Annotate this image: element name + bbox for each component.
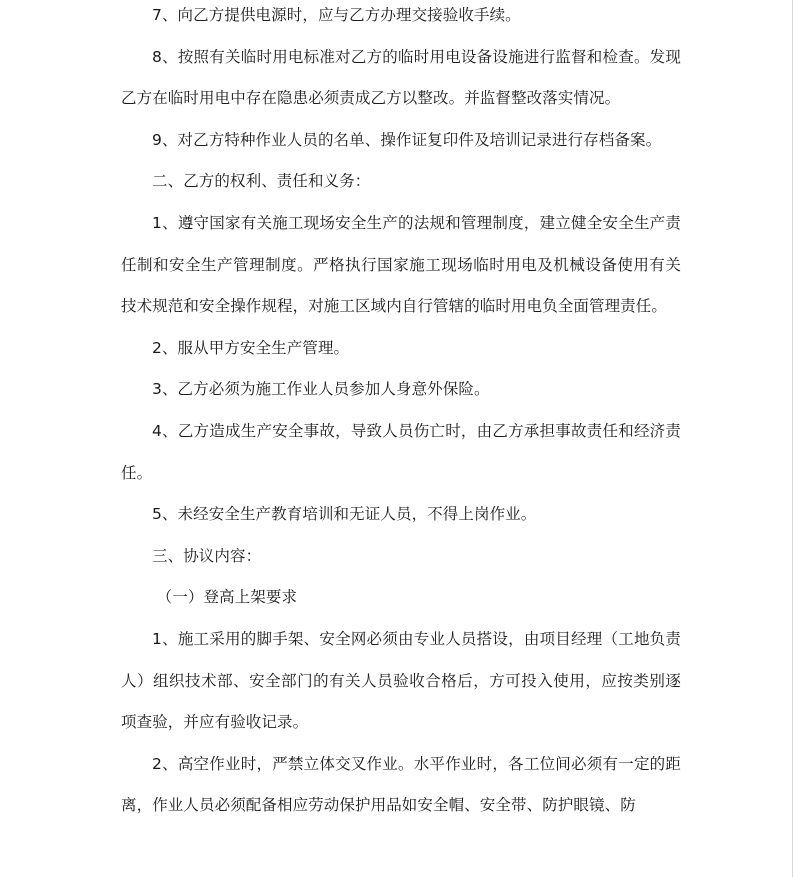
section-heading-party-b: 二、乙方的权利、责任和义务： [152, 172, 371, 191]
paragraph-c-2: 2、高空作业时，严禁立体交叉作业。水平作业时，各工位间必须有一定的距离，作业人员必须配备相应劳动保护用品如安全帽、安全带、防护眼镜、防 [121, 754, 681, 815]
paragraph-item-9: 9、对乙方特种作业人员的名单、操作证复印件及培训记录进行存档备案。 [152, 130, 662, 149]
subheading-climbing: （一）登高上架要求 [156, 588, 298, 607]
paragraph-c-1: 1、施工采用的脚手架、安全网必须由专业人员搭设，由项目经理（工地负责人）组织技术部、安全部门的有关人员验收合格后，方可投入使用，应按类别逐项查验，并应有验收记录。 [121, 629, 681, 732]
paragraph-b-4: 4、乙方造成生产安全事故，导致人员伤亡时，由乙方承担事故责任和经济责任。 [121, 421, 681, 482]
paragraph-b-1: 1、遵守国家有关施工现场安全生产的法规和管理制度，建立健全安全生产责任制和安全生产管理制度。严格执行国家施工现场临时用电及机械设备使用有关技术规范和安全操作规程，对施工区域内自行管辖的临时用电负全面管理责任。 [121, 213, 681, 316]
paragraph-item-7: 7、向乙方提供电源时，应与乙方办理交接验收手续。 [152, 6, 521, 24]
paragraph-b-5: 5、未经安全生产教育培训和无证人员，不得上岗作业。 [152, 505, 537, 524]
paragraph-b-2: 2、服从甲方安全生产管理。 [152, 338, 350, 357]
paragraph-b-3: 3、乙方必须为施工作业人员参加人身意外保险。 [152, 380, 490, 399]
document-body [121, 0, 681, 827]
section-heading-agreement: 三、协议内容： [152, 546, 262, 565]
paragraph-item-8: 8、按照有关临时用电标准对乙方的临时用电设备设施进行监督和检查。发现乙方在临时用电中存在隐患必须责成乙方以整改。并监督整改落实情况。 [121, 47, 681, 108]
